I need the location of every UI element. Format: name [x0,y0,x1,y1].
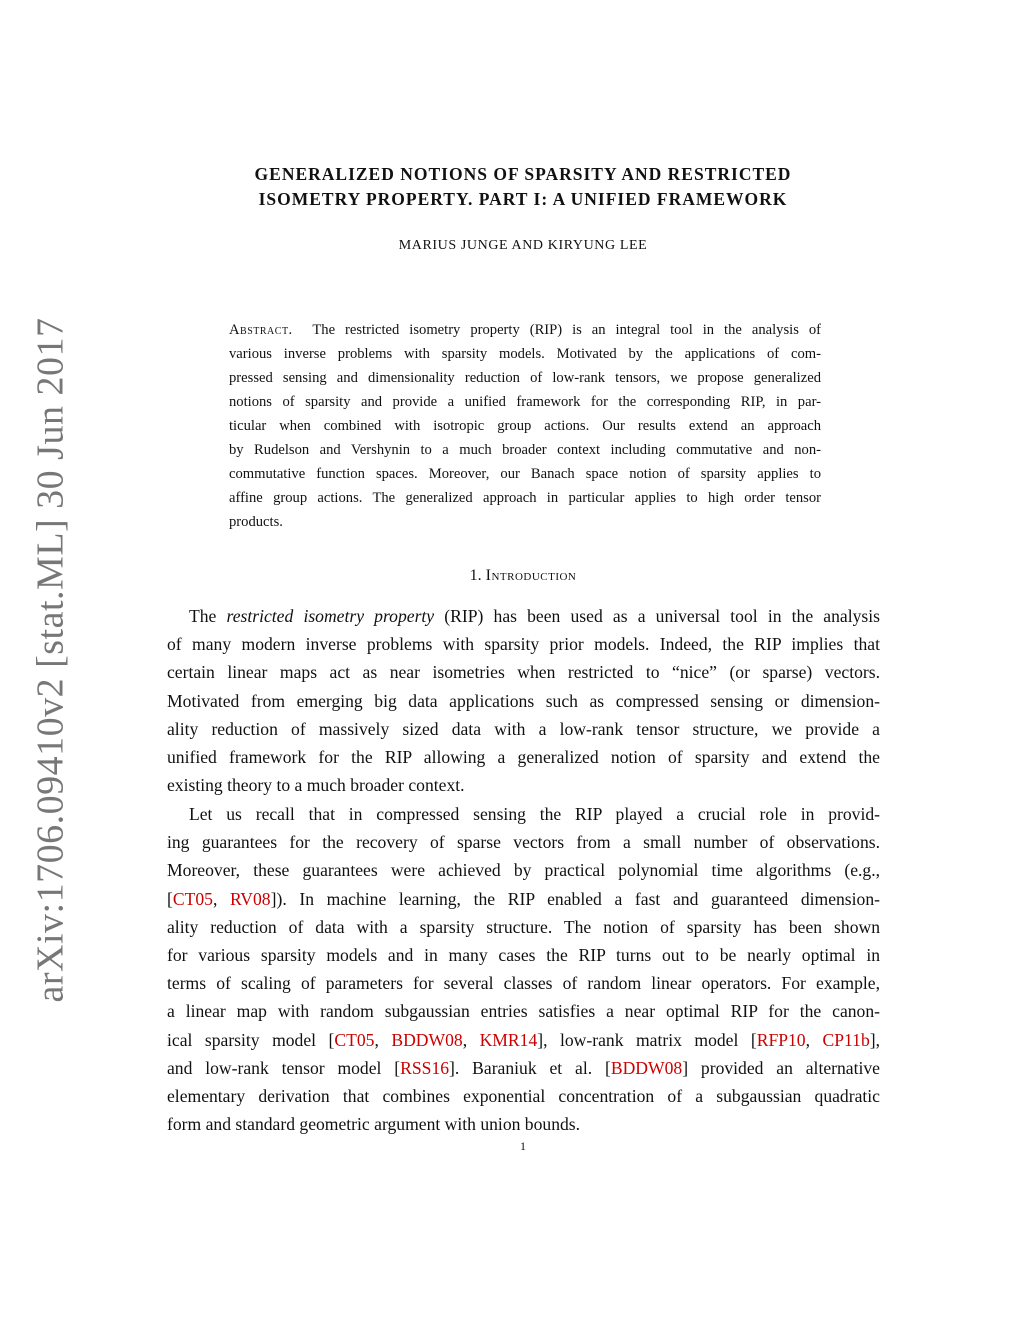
paragraph-line: unified framework for the RIP allowing a generalized notion of sparsity and extend the [167,746,880,767]
paragraph-line: for various sparsity models and in many cases the RIP turns out to be nearly optimal in [167,944,880,965]
citation-link-bddw08[interactable]: BDDW08 [391,1029,463,1050]
citation-link-bddw08[interactable]: BDDW08 [610,1057,683,1078]
text-run: ical sparsity model [ [167,1029,335,1050]
paragraph-line [167,602,880,630]
paragraph-line: elementary derivation that combines exponential concentration of a subgaussian quadratic [167,1085,880,1106]
text-run: ]). In machine learning, the RIP enabled a fast and guaranteed dimension- [270,888,880,909]
citation-link-ct05[interactable]: CT05 [334,1029,375,1050]
abstract-line: by Rudelson and Vershynin to a much broader context including commutative and non- [229,442,821,458]
paper-title [140,162,906,212]
citation-link-rfp10[interactable]: RFP10 [756,1029,806,1050]
citation-link-rv08[interactable]: RV08 [229,888,271,909]
section-number: 1. [469,567,482,584]
text-run: ], low-rank matrix model [ [537,1029,757,1050]
paragraph-line: form and standard geometric argument with union bounds. [167,1114,581,1135]
paragraph-line: certain linear maps act as near isometries when restricted to “nice” (or sparse) vectors. [167,662,880,683]
text-run: [ [167,888,173,909]
citation-link-cp11b[interactable]: CP11b [822,1029,870,1050]
abstract-line: pressed sensing and dimensionality reduction of low-rank tensors, we propose generalized [229,370,821,386]
text-run: ] provided an alternative [682,1057,880,1078]
text-run: , [805,1029,823,1050]
abstract [229,318,821,534]
abstract-line: affine group actions. The generalized approach in particular applies to high order tensor [229,490,821,506]
paragraph-2 [167,800,880,1138]
text-run: The [189,606,227,626]
paragraph-line: a linear map with random subgaussian entries satisfies a near optimal RIP for the canon- [167,1001,880,1022]
abstract-line [229,318,821,342]
text-run: ]. Baraniuk et al. [ [449,1057,611,1078]
text-run: and low-rank tensor model [ [167,1057,401,1078]
text-run: (RIP) has been used as a universal tool in the analysis [434,606,880,626]
abstract-first-line: The restricted isometry property (RIP) is an integral tool in the analysis of [312,322,821,338]
paragraph-line: ing guarantees for the recovery of sparse vectors from a small number of observations. [167,832,880,853]
title-line-1: GENERALIZED NOTIONS OF SPARSITY AND RESTRICTED [254,164,792,184]
paragraph-line: Moreover, these guarantees were achieved by practical polynomial time algorithms (e.g., [167,860,880,881]
text-run: , [374,1029,392,1050]
emphasized-term: restricted isometry property [226,606,435,626]
abstract-line: notions of sparsity and provide a unified framework for the corresponding RIP, in par- [229,394,821,410]
abstract-line: ticular when combined with isotropic group actions. Our results extend an approach [229,418,821,434]
paragraph-line: Motivated from emerging big data applications such as compressed sensing or dimension- [167,690,880,711]
abstract-label: Abstract. [229,322,293,338]
paragraph-line [167,1026,880,1054]
paragraph-line: ality reduction of data with a sparsity structure. The notion of sparsity has been shown [167,916,880,937]
abstract-line: commutative function spaces. Moreover, our Banach space notion of sparsity applies to [229,466,821,482]
paragraph-line: of many modern inverse problems with sparsity prior models. Indeed, the RIP implies that [167,634,880,655]
paragraph-line: terms of scaling of parameters for several classes of random linear operators. For example, [167,973,880,994]
citation-link-rss16[interactable]: RSS16 [400,1057,450,1078]
text-run: , [462,1029,480,1050]
paragraph-line [167,1054,880,1082]
citation-link-ct05[interactable]: CT05 [172,888,213,909]
paragraph-line: existing theory to a much broader context. [167,775,465,796]
arxiv-side-stamp [20,317,80,1003]
paragraph-line [167,885,880,913]
author-list: MARIUS JUNGE AND KIRYUNG LEE [398,238,648,253]
abstract-line: various inverse problems with sparsity models. Motivated by the applications of com- [229,346,821,362]
abstract-line: products. [229,514,283,530]
text-run: , [212,888,230,909]
title-line-2: ISOMETRY PROPERTY. PART I: A UNIFIED FRAMEWORK [258,189,788,209]
paragraph-line: Let us recall that in compressed sensing the RIP played a crucial role in provid- [189,804,880,824]
section-title: Introduction [485,567,577,584]
page-number: 1 [520,1139,526,1153]
citation-link-kmr14[interactable]: KMR14 [479,1029,538,1050]
text-run: ], [869,1029,881,1050]
arxiv-identifier: arXiv:1706.09410v2 [stat.ML] 30 Jun 2017 [29,317,72,1003]
section-heading-introduction [140,567,906,585]
paragraph-1 [167,602,880,799]
paragraph-line: ality reduction of massively sized data with a low-rank tensor structure, we provide a [167,718,880,739]
